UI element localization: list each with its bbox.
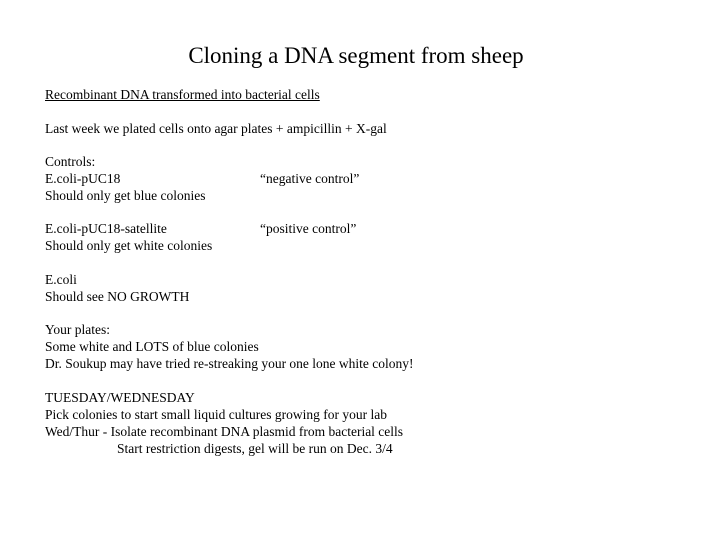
control3-name: E.coli — [45, 272, 77, 287]
plates-line1: Some white and LOTS of blue colonies — [45, 339, 259, 354]
control3-desc: Should see NO GROWTH — [45, 289, 190, 304]
control2-name: E.coli-pUC18-satellite — [45, 221, 167, 236]
plates-line2: Dr. Soukup may have tried re-streaking your one lone white colony! — [45, 356, 414, 371]
control1-tag: “negative control” — [260, 171, 360, 186]
slide-title: Cloning a DNA segment from sheep — [188, 43, 524, 68]
control2-desc: Should only get white colonies — [45, 238, 213, 253]
days-line2: Wed/Thur - Isolate recombinant DNA plasmid from bacterial cells — [45, 424, 404, 439]
days-line1: Pick colonies to start small liquid cultures growing for your lab — [45, 407, 387, 422]
section-heading: Recombinant DNA transformed into bacterial cells — [45, 87, 320, 102]
days-label: TUESDAY/WEDNESDAY — [45, 390, 195, 405]
control1-desc: Should only get blue colonies — [45, 188, 206, 203]
days-line3: Start restriction digests, gel will be run on Dec. 3/4 — [117, 441, 393, 456]
control2-tag: “positive control” — [260, 221, 357, 236]
plated-text: Last week we plated cells onto agar plates + ampicillin + X-gal — [45, 121, 387, 136]
control1-name: E.coli-pUC18 — [45, 171, 121, 186]
plates-label: Your plates: — [45, 322, 111, 337]
controls-label: Controls: — [45, 154, 96, 169]
